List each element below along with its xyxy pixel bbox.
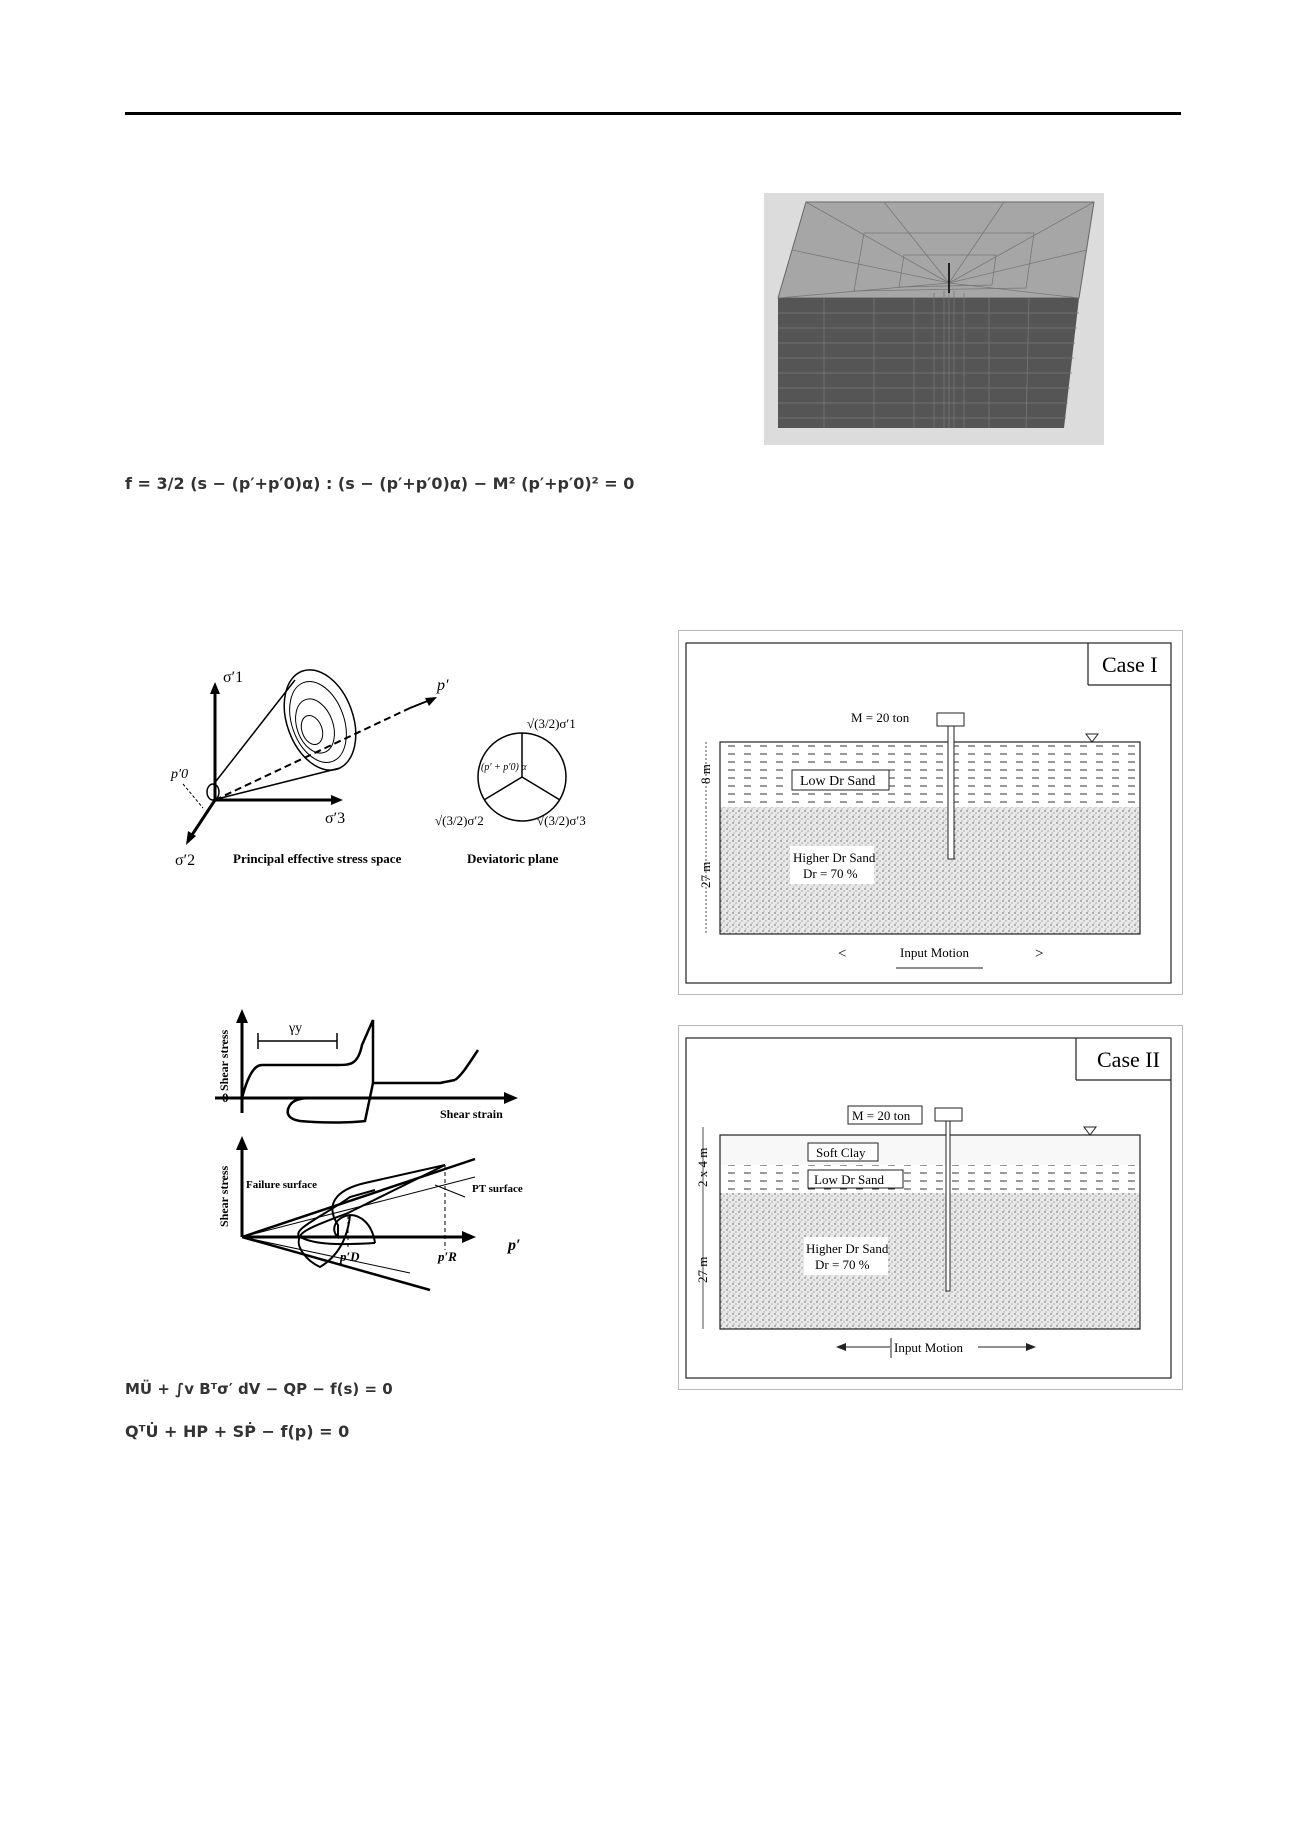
fem-mesh-figure xyxy=(764,193,1104,445)
case2-title: Case II xyxy=(1097,1047,1160,1072)
momentum-equation: MÜ + ∫v Bᵀσ′ dV − QP − f(s) = 0 xyxy=(125,1380,393,1398)
shear-strain-label: Shear strain xyxy=(440,1107,503,1121)
shear-stress-label-top: Shear stress xyxy=(217,1029,231,1091)
case1-layer1-label: Low Dr Sand xyxy=(800,774,876,789)
case1-layer2b-label: Dr = 70 % xyxy=(803,866,858,881)
case2-input-motion: Input Motion xyxy=(894,1340,963,1355)
origin-label: 0 xyxy=(222,1090,229,1105)
sigma3-label: σ′3 xyxy=(325,810,346,827)
caption-deviatoric: Deviatoric plane xyxy=(467,851,559,866)
case2-mass-label: M = 20 ton xyxy=(852,1108,911,1123)
header-rule xyxy=(125,112,1181,115)
case2-figure xyxy=(678,1025,1183,1390)
yield-surface-figure xyxy=(165,660,595,875)
sigma2-label: σ′2 xyxy=(175,852,196,869)
case1-layer2a-label: Higher Dr Sand xyxy=(793,850,876,865)
shear-stress-label-bottom: Shear stress xyxy=(217,1165,231,1227)
p-axis-label-bottom: p′ xyxy=(508,1237,521,1254)
case1-figure xyxy=(678,630,1183,995)
p0-offset-label: p′0 xyxy=(171,767,189,782)
case1-mass-label: M = 20 ton xyxy=(851,710,910,725)
pt-surface-label: PT surface xyxy=(472,1183,523,1195)
p-axis-label: p′ xyxy=(437,677,449,694)
dev-sigma3-label: √(3/2)σ′3 xyxy=(537,813,586,828)
dev-center-label: (p′ + p′0) α xyxy=(481,762,527,773)
sigma1-label: σ′1 xyxy=(223,669,244,686)
case2-layer2a-label: Higher Dr Sand xyxy=(806,1241,889,1256)
case2-dim2: 27 m xyxy=(695,1256,710,1283)
pR-label: p′R xyxy=(438,1249,457,1264)
yield-equation: f = 3/2 (s − (p′+p′0)α) : (s − (p′+p′0)α) − M² (p′+p′0)² = 0 xyxy=(125,474,635,493)
stress-path-figure xyxy=(200,1005,545,1305)
case2-layer0-label: Soft Clay xyxy=(816,1145,866,1160)
case1-input-motion: Input Motion xyxy=(900,945,969,960)
case2-layer2b-label: Dr = 70 % xyxy=(815,1257,870,1272)
case1-arrow-left: < xyxy=(838,946,847,962)
case1-dim1: 8 m xyxy=(698,764,713,784)
caption-principal: Principal effective stress space xyxy=(233,851,402,866)
case2-dim1: 2 x 4 m xyxy=(695,1147,710,1187)
dev-sigma1-label: √(3/2)σ′1 xyxy=(527,716,576,731)
dev-sigma2-label: √(3/2)σ′2 xyxy=(435,813,484,828)
case2-layer1-label: Low Dr Sand xyxy=(814,1172,885,1187)
case1-arrow-right: > xyxy=(1035,946,1044,962)
case1-title: Case I xyxy=(1102,652,1158,677)
failure-surface-label: Failure surface xyxy=(246,1179,317,1191)
continuity-equation: QᵀU̇ + HP + SṖ − f(p) = 0 xyxy=(125,1422,350,1441)
gamma-y-label: γy xyxy=(289,1021,303,1036)
case1-dim2: 27 m xyxy=(698,861,713,888)
pD-label: p′D xyxy=(340,1249,360,1264)
